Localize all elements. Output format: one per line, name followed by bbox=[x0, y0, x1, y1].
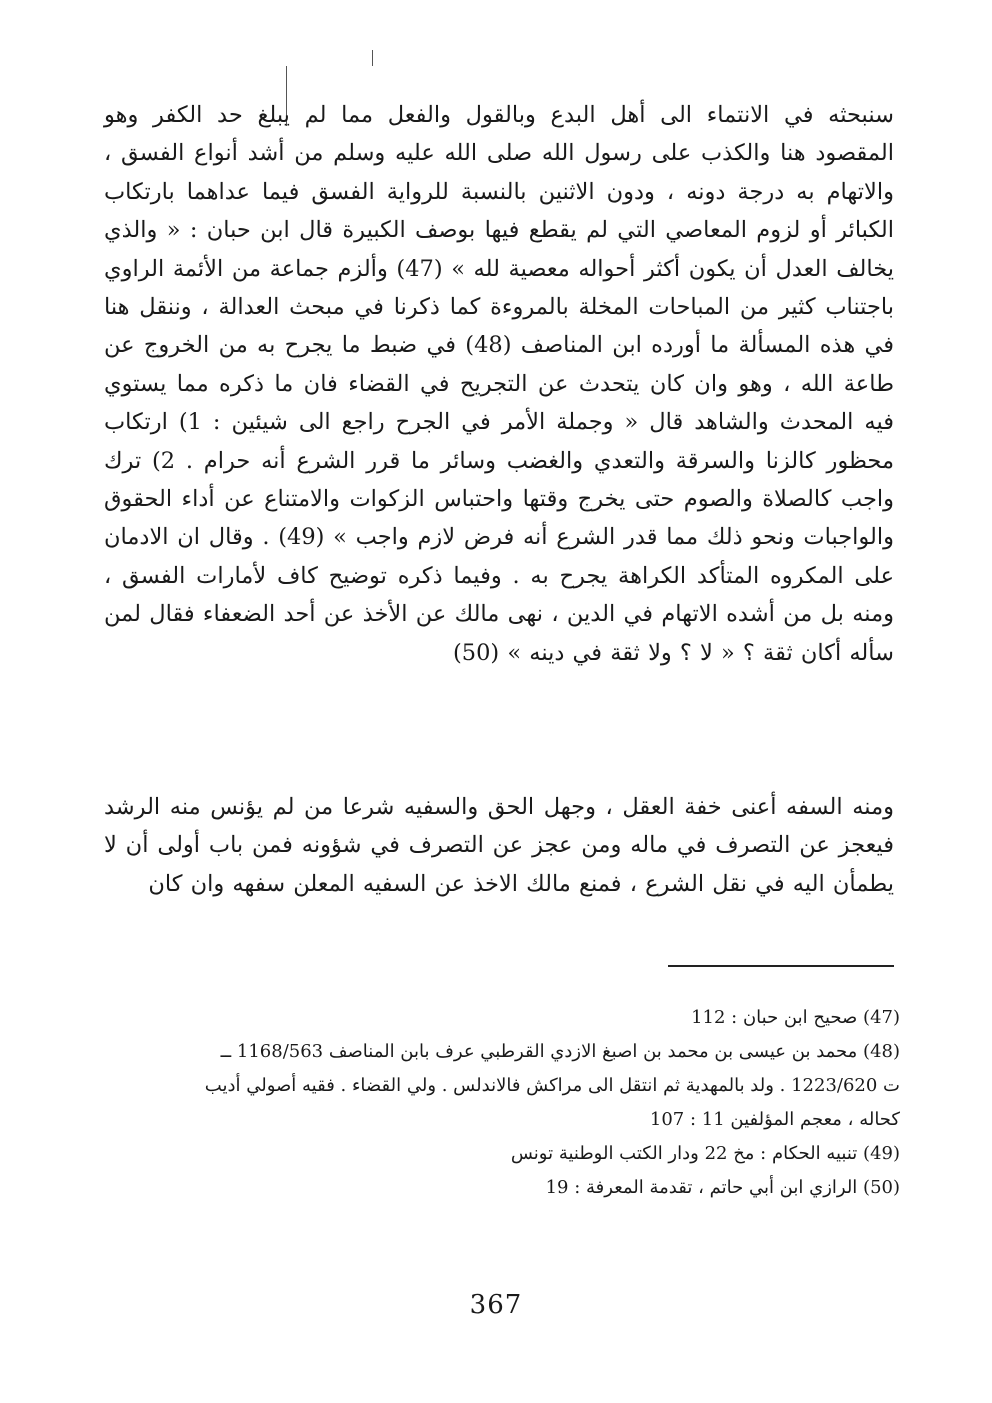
footnote-line: (48) محمد بن عيسى بن محمد بن اصبغ الازدي القرطبي عرف بابن المناصف 1168/563 ــ bbox=[220, 1041, 900, 1062]
body-paragraph: سنبحثه في الانتماء الى أهل البدع وبالقول والفعل مما لم يبلغ حد الكفر وهو المقصود هنا والكذب على رسول الله صلى الله عليه وسلم من أشد أنواع الفسق ، والاتهام به درجة دونه ، ودون الاثنين بالنسبة للرواية الفسق فيما عداهما بارتكاب الكبائر أو لزوم المعاصي التي لم يقطع فيها بوصف الكبيرة قال ابن حبان : « والذي يخالف العدل أن يكون أكثر أحواله معصية لله » (47) وألزم جماعة من الأئمة الراوي باجتناب كثير من المباحات المخلة بالمروءة كما ذكرنا في مبحث العدالة ، وننقل هنا في هذه المسألة ما أورده ابن المناصف (48) في ضبط ما يجرح به من الخروج عن طاعة الله ، وهو وان كان يتحدث عن التجريح في القضاء فان ما ذكره مما يستوي فيه المحدث والشاهد قال « وجملة الأمر في الجرح راجع الى شيئين : 1) ارتكاب محظور كالزنا والسرقة والتعدي والغضب وسائر ما قرر الشرع أنه حرام . 2) ترك واجب كالصلاة والصوم حتى يخرج وقتها واحتباس الزكوات والامتناع عن أداء الحقوق والواجبات ونحو ذلك مما قدر الشرع أنه فرض لازم واجب » (49) . وقال ان الادمان على المكروه المتأكد الكراهة يجرح به . وفيما ذكره توضيح كاف لأمارات الفسق ، ومنه بل من أشده الاتهام في الدين ، نهى مالك عن الأخذ عن أحد الضعفاء فقال لمن سأله أكان ثقة ؟ « لا ؟ ولا ثقة في دينه » (50) bbox=[104, 102, 895, 666]
scan-artifact-mark bbox=[372, 50, 373, 66]
footnote-line: (50) الرازي ابن أبي حاتم ، تقدمة المعرفة : 19 bbox=[545, 1177, 900, 1198]
page-number: 367 bbox=[469, 1290, 523, 1320]
body-paragraph: ومنه السفه أعنى خفة العقل ، وجهل الحق والسفيه شرعا من لم يؤنس منه الرشد فيعجز عن التصرف في ماله ومن عجز عن التصرف في شؤونه فمن باب أولى أن لا يطمأن اليه في نقل الشرع ، فمنع مالك الاخذ عن السفيه المعلن سفهه وان كان bbox=[104, 794, 894, 897]
footnotes bbox=[100, 1001, 900, 1205]
footnote-line: (47) صحيح ابن حبان : 112 bbox=[691, 1007, 900, 1028]
footnote-line: كحاله ، معجم المؤلفين 11 : 107 bbox=[649, 1109, 900, 1130]
footnote-line: ت 1223/620 . ولد بالمهدية ثم انتقل الى مراكش فالاندلس . ولي القضاء . فقيه أصولي أديب bbox=[204, 1075, 900, 1096]
footnote-separator bbox=[668, 965, 894, 967]
footnote-line: (49) تنبيه الحكام : مخ 22 ودار الكتب الوطنية تونس bbox=[510, 1143, 900, 1164]
